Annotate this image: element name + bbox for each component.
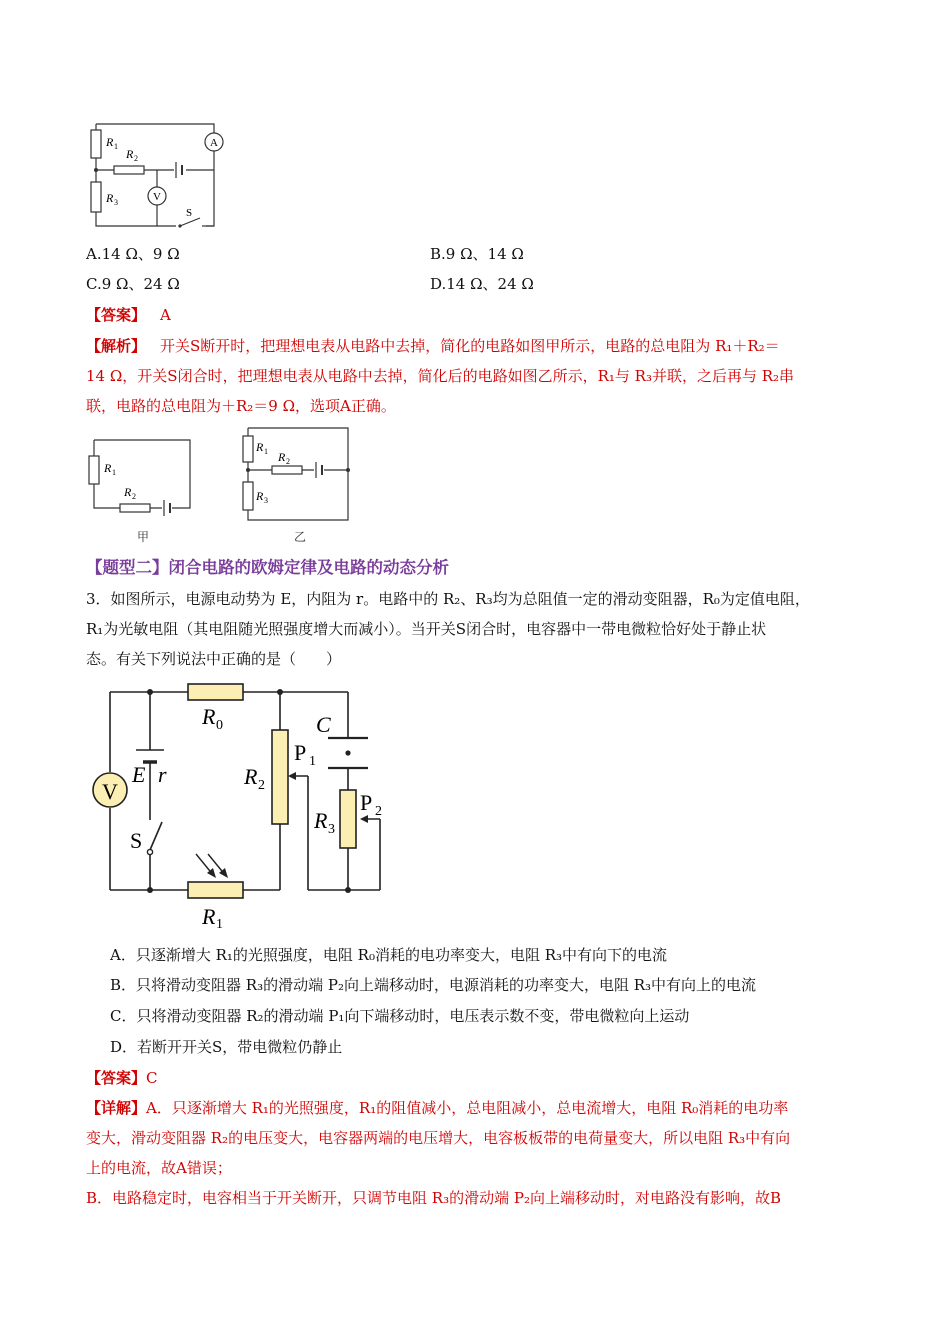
q3-r1-label: R xyxy=(202,904,216,928)
section-heading: 【题型二】闭合电路的欧姆定律及电路的动态分析 xyxy=(86,558,449,577)
q3-detail-line-3: 上的电流，故A错误； xyxy=(86,1159,232,1177)
q2-answer xyxy=(86,305,171,325)
fig-yi-circuit xyxy=(240,424,356,530)
q3-r1-photoresistor xyxy=(188,882,243,898)
svg-text:1: 1 xyxy=(264,447,268,456)
svg-text:R: R xyxy=(104,461,112,475)
q2-analysis-line-1: 开关S断开时，把理想电表从电路中去掉，简化的电路如图甲所示，电路的总电阻为 R₁＋R₂＝ xyxy=(160,337,780,355)
q2-analysis-tag: 【解析】 xyxy=(86,337,147,355)
q3-answer-value: C xyxy=(146,1069,158,1087)
svg-text:1: 1 xyxy=(309,754,316,769)
q3-answer xyxy=(86,1068,158,1088)
q3-r0-label: R xyxy=(202,704,216,729)
q3-option-a[interactable]: A．只逐渐增大 R₁的光照强度，电阻 R₀消耗的电功率变大，电阻 R₃中有向下的电流 xyxy=(110,946,668,964)
q2-voltmeter-label: V xyxy=(153,191,161,203)
svg-text:3: 3 xyxy=(264,496,268,505)
q3-stem xyxy=(86,584,876,674)
q2-r1-resistor xyxy=(91,130,101,158)
q2-option-a[interactable]: A.14 Ω、9 Ω xyxy=(86,245,180,263)
q3-detail-line-1: A．只逐渐增大 R₁的光照强度，R₁的阻值减小，总电阻减小，总电流增大，电阻 R₀消耗的电功率 xyxy=(146,1099,789,1117)
q3-stem-line-2: R₁为光敏电阻（其电阻随光照强度增大而减小）。当开关S闭合时，电容器中一带电微粒恰好处于静止状 xyxy=(86,620,767,638)
svg-text:R: R xyxy=(278,450,286,464)
q2-circuit-diagram xyxy=(84,112,234,232)
svg-text:R: R xyxy=(124,485,132,499)
q3-circuit-diagram xyxy=(88,678,398,928)
svg-text:2: 2 xyxy=(132,492,136,501)
svg-text:R: R xyxy=(256,489,264,503)
q3-charged-particle xyxy=(345,750,350,755)
q3-p2-label: P xyxy=(360,790,373,815)
q2-r3-label: R xyxy=(106,191,114,205)
fig-yi-caption: 乙 xyxy=(294,530,307,544)
q3-option-c[interactable]: C．只将滑动变阻器 R₂的滑动端 P₁向下端移动时，电压表示数不变，带电微粒向上运动 xyxy=(110,1007,690,1025)
q2-option-d[interactable]: D.14 Ω、24 Ω xyxy=(430,275,534,293)
q3-switch-label: S xyxy=(130,828,143,853)
svg-text:1: 1 xyxy=(112,468,116,477)
svg-text:2: 2 xyxy=(375,804,382,819)
fig-jia-caption: 甲 xyxy=(137,530,150,544)
q3-r3-label: R xyxy=(314,808,328,833)
svg-text:1: 1 xyxy=(114,142,118,151)
q3-r2-label: R xyxy=(244,764,258,789)
q3-stem-line-3: 态。有关下列说法中正确的是（ ） xyxy=(86,650,342,668)
q3-detail-line-2: 变大，滑动变阻器 R₂的电压变大，电容器两端的电压增大，电容板板带的电荷量变大，所以电阻 R₃中有向 xyxy=(86,1129,791,1147)
q2-option-b[interactable]: B.9 Ω、14 Ω xyxy=(430,245,524,263)
q3-r3-rheostat xyxy=(340,790,356,848)
q3-p1-label: P xyxy=(294,740,307,765)
q3-e-label: E xyxy=(132,762,146,787)
svg-text:1: 1 xyxy=(216,917,223,928)
q2-r2-label: R xyxy=(126,147,134,161)
svg-text:2: 2 xyxy=(286,457,290,466)
q2-analysis xyxy=(86,331,876,421)
q3-detail xyxy=(86,1093,876,1213)
q2-ammeter-label: A xyxy=(210,137,218,149)
q3-r2-rheostat xyxy=(272,730,288,824)
q3-c-label: C xyxy=(316,712,331,737)
svg-text:3: 3 xyxy=(328,822,335,837)
q3-r-label: r xyxy=(158,762,167,787)
q2-answer-tag: 【答案】 xyxy=(86,306,147,324)
q2-r2-resistor xyxy=(114,166,144,174)
fig-jia-circuit xyxy=(84,434,204,524)
q2-answer-value: A xyxy=(160,306,171,324)
svg-text:2: 2 xyxy=(134,154,138,163)
q2-analysis-line-3: 联，电路的总电阻为＋R₂＝9 Ω，选项A正确。 xyxy=(86,397,396,415)
q3-r0-resistor xyxy=(188,684,243,700)
q3-detail-tag: 【详解】 xyxy=(86,1099,147,1117)
svg-text:0: 0 xyxy=(216,718,223,733)
q2-r1-label: R xyxy=(106,135,114,149)
q3-stem-line-1: 3．如图所示，电源电动势为 E，内阻为 r。电路中的 R₂、R₃均为总阻值一定的滑动变阻器，R₀为定值电阻， xyxy=(86,590,810,608)
svg-text:3: 3 xyxy=(114,198,118,207)
svg-text:R: R xyxy=(256,440,264,454)
q2-r3-resistor xyxy=(91,182,101,212)
svg-text:2: 2 xyxy=(258,778,265,793)
q3-option-d[interactable]: D．若断开开关S，带电微粒仍静止 xyxy=(110,1038,343,1056)
q3-voltmeter-label: V xyxy=(102,779,118,804)
q3-detail-line-4: B．电路稳定时，电容相当于开关断开，只调节电阻 R₃的滑动端 P₂向上端移动时，对电路没有影响，故B xyxy=(86,1189,781,1207)
q3-option-b[interactable]: B．只将滑动变阻器 R₃的滑动端 P₂向上端移动时，电源消耗的功率变大，电阻 R₃中有向上的电流 xyxy=(110,976,757,994)
q2-option-c[interactable]: C.9 Ω、24 Ω xyxy=(86,275,180,293)
q2-analysis-line-2: 14 Ω，开关S闭合时，把理想电表从电路中去掉，简化后的电路如图乙所示，R₁与 R₃并联，之后再与 R₂串 xyxy=(86,367,795,385)
q2-switch-label: S xyxy=(186,207,193,219)
q3-answer-tag: 【答案】 xyxy=(86,1069,147,1087)
